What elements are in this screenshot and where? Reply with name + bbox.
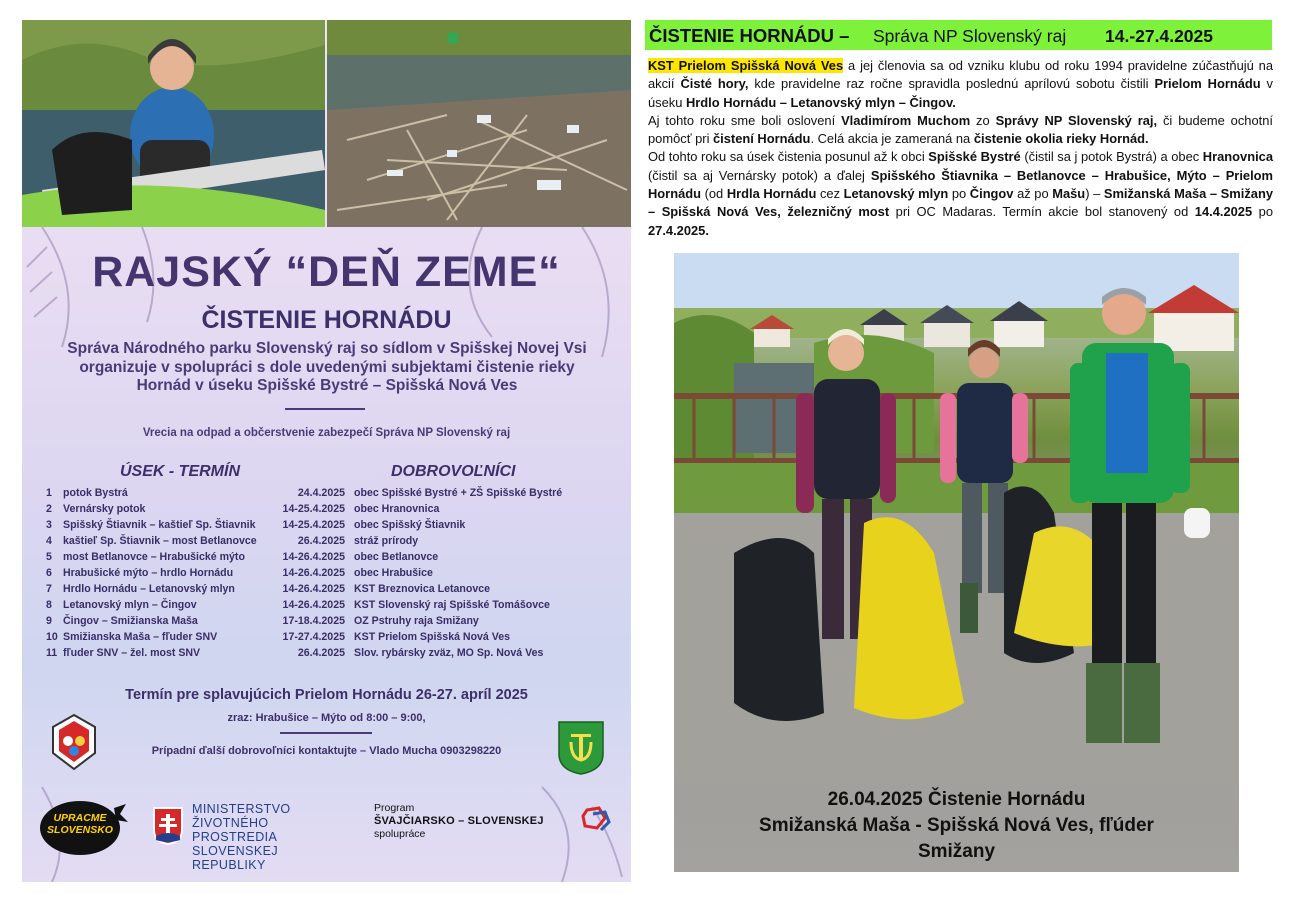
row-date: 26.4.2025 <box>297 535 345 547</box>
supply-note: Vrecia na odpad a občerstvenie zabezpečí Správa NP Slovenský raj <box>142 427 511 439</box>
text: kde pravidelne raz ročne spravidla poslednú aprílovú sobotu čistili <box>748 76 1155 92</box>
row-date: 14-26.4.2025 <box>282 583 345 595</box>
article-title-dates: 14.-27.4.2025 <box>1105 26 1214 46</box>
debris-illustration <box>327 20 631 227</box>
row-volunteers: Slov. rybársky zväz, MO Sp. Nová Ves <box>354 647 544 659</box>
bold-text: Spišského Štiavnika – Betlanovce – Hrabušice, Mýto – Prielom Hornádu <box>648 167 1273 202</box>
poster-description-line: Správa Národného parku Slovenský raj so sídlom v Spišskej Novej Vsi <box>67 340 587 357</box>
row-number: 6 <box>46 567 52 579</box>
row-volunteers: obec Betlanovce <box>354 551 439 563</box>
row-number: 1 <box>46 487 52 499</box>
article-paragraph <box>648 148 1273 239</box>
bold-text: Hranovnica <box>1202 149 1274 165</box>
article-paragraph <box>648 112 1273 149</box>
row-date: 14-25.4.2025 <box>282 503 345 515</box>
row-volunteers: obec Spišské Bystré + ZŠ Spišské Bystré <box>354 487 563 499</box>
row-section: most Betlanovce – Hrabušické mýto <box>63 551 245 563</box>
schedule-table <box>42 487 602 663</box>
schedule-row <box>42 519 602 535</box>
article-title-org: Správa NP Slovenský raj <box>873 26 1067 46</box>
slovenski-raj-badge-icon <box>51 713 97 771</box>
bold-text: Čisté hory, <box>680 76 749 92</box>
bold-text: Smižanská Maša – Smižany – Spišská Nová Ves, železničný most <box>648 186 1273 220</box>
row-number: 11 <box>46 647 58 659</box>
row-number: 4 <box>46 535 52 547</box>
row-date: 14-26.4.2025 <box>282 599 345 611</box>
text: ) – <box>1085 186 1104 202</box>
row-section: Hrdlo Hornádu – Letanovský mlyn <box>63 583 235 595</box>
divider <box>285 408 365 410</box>
row-date: 24.4.2025 <box>297 487 345 499</box>
schedule-row <box>42 503 602 519</box>
program-sub: spolupráce <box>374 828 426 840</box>
bold-text: Mašu <box>1052 186 1086 202</box>
row-volunteers: OZ Pstruhy raja Smižany <box>354 615 479 627</box>
text: (od <box>701 186 727 202</box>
divider <box>280 732 372 734</box>
row-number: 9 <box>46 615 52 627</box>
bold-text: Prielom Hornádu <box>1154 76 1261 92</box>
bold-text: čistenie okolia rieky Hornád. <box>973 131 1149 147</box>
row-date: 17-18.4.2025 <box>282 615 345 627</box>
ministry-logo-text <box>192 802 352 872</box>
poster-description <box>52 340 602 396</box>
row-volunteers: stráž prírody <box>354 535 419 547</box>
column-header-section: ÚSEK - TERMÍN <box>120 463 240 480</box>
photo-caption <box>674 787 1239 865</box>
kayaker-illustration <box>22 20 325 227</box>
text: cez <box>816 186 844 202</box>
poster-title: RAJSKÝ “DEŇ ZEME“ <box>92 248 561 296</box>
schedule-row <box>42 567 602 583</box>
kayaker-photo <box>22 20 325 227</box>
row-section: Smižianska Maša – fľuder SNV <box>63 631 218 643</box>
bold-text: Spišské Bystré <box>928 149 1021 165</box>
poster-subtitle: ČISTENIE HORNÁDU <box>201 306 452 334</box>
text: po <box>948 186 970 202</box>
row-volunteers: obec Spišský Štiavnik <box>354 519 466 531</box>
text: či budeme ochotní pomôcť pri <box>648 112 1273 147</box>
row-volunteers: obec Hranovnica <box>354 503 440 515</box>
program-label: Program <box>374 802 415 814</box>
row-section: Letanovský mlyn – Čingov <box>63 599 197 611</box>
schedule-row <box>42 647 602 663</box>
row-volunteers: obec Hrabušice <box>354 567 433 579</box>
article-title-main: ČISTENIE HORNÁDU – <box>649 25 850 46</box>
bold-text: Správy NP Slovenský raj, <box>995 112 1158 128</box>
ministry-line3: SLOVENSKEJ REPUBLIKY <box>192 844 278 872</box>
article-paragraph <box>648 57 1273 112</box>
row-number: 8 <box>46 599 52 611</box>
row-date: 14-25.4.2025 <box>282 519 345 531</box>
schedule-row <box>42 583 602 599</box>
row-number: 10 <box>46 631 58 643</box>
text: . Celá akcia je zameraná na <box>810 131 974 147</box>
upracme-logo-text <box>40 812 120 836</box>
bold-text: Hrdla Hornádu <box>726 186 817 202</box>
upracme-line1: UPRACME <box>53 812 107 824</box>
program-knot-icon <box>579 804 611 834</box>
row-volunteers: KST Slovenský raj Spišské Tomášovce <box>354 599 550 611</box>
text: a jej členovia sa od vzniku klubu od roku 1994 pravidelne zúčastňujú na akcií <box>648 58 1274 92</box>
row-date: 26.4.2025 <box>297 647 345 659</box>
row-volunteers: KST Breznovica Letanovce <box>354 583 490 595</box>
text: po <box>1252 204 1274 220</box>
ministry-line2: ŽIVOTNÉHO PROSTREDIA <box>192 816 278 844</box>
schedule-row <box>42 631 602 647</box>
text: v úseku <box>648 76 1274 110</box>
text: Aj tohto roku sme boli oslovení <box>648 112 842 128</box>
schedule-row <box>42 487 602 503</box>
bold-text: 14.4.2025 <box>1194 204 1253 220</box>
upracme-line2: SLOVENSKO <box>47 824 113 836</box>
river-debris-photo <box>327 20 631 227</box>
text: zo <box>970 112 996 128</box>
row-number: 7 <box>46 583 52 595</box>
volunteers-photo <box>674 253 1239 872</box>
upracme-slovensko-logo <box>40 800 128 856</box>
row-date: 14-26.4.2025 <box>282 551 345 563</box>
row-date: 14-26.4.2025 <box>282 567 345 579</box>
row-section: Čingov – Smižianska Maša <box>63 615 198 627</box>
swiss-program-logo <box>374 802 614 842</box>
row-section: Hrabušické mýto – hrdlo Hornádu <box>63 567 234 579</box>
club-name-highlight: KST Prielom Spišská Nová Ves <box>648 58 844 73</box>
bold-text: Vladimírom Muchom <box>841 112 971 128</box>
bold-text: Letanovský mlyn <box>843 186 949 202</box>
event-poster <box>22 20 631 882</box>
poster-description-line: Hornád v úseku Spišské Bystré – Spišská Nová Ves <box>136 377 518 394</box>
bold-text: Hrdlo Hornádu – Letanovský mlyn – Čingov. <box>685 94 956 110</box>
text: pri OC Madaras. Termín akcie bol stanovený od <box>889 204 1195 220</box>
schedule-row <box>42 551 602 567</box>
municipal-crest-icon <box>557 720 605 776</box>
row-date: 17-27.4.2025 <box>282 631 345 643</box>
row-section: fľuder SNV – žel. most SNV <box>63 647 201 659</box>
schedule-row <box>42 599 602 615</box>
text: (čistil sa j potok Bystrá) a obec <box>1020 149 1203 165</box>
row-section: kaštieľ Sp. Štiavnik – most Betlanovce <box>63 535 257 547</box>
poster-description-line: organizuje v spolupráci s dole uvedenými subjektami čistenie rieky <box>79 358 575 376</box>
bold-text: Čingov <box>969 186 1014 202</box>
article-title-bar <box>645 20 1272 50</box>
program-name: ŠVAJČIARSKO – SLOVENSKEJ <box>374 815 544 827</box>
column-header-volunteers: DOBROVOĽNÍCI <box>391 463 516 480</box>
slovak-coat-of-arms-icon <box>152 806 184 846</box>
caption-line: 26.04.2025 Čistenie Hornádu <box>827 789 1086 810</box>
contact-info: Prípadní ďalší dobrovoľníci kontaktujte – Vlado Mucha 0903298220 <box>151 745 502 757</box>
ministry-line1: MINISTERSTVO <box>192 802 291 816</box>
bold-text: 27.4.2025. <box>648 222 709 238</box>
rafting-term: Termín pre splavujúcich Prielom Hornádu 26-27. apríl 2025 <box>125 687 528 703</box>
row-volunteers: KST Prielom Spišská Nová Ves <box>354 631 511 643</box>
row-number: 3 <box>46 519 52 531</box>
row-section: potok Bystrá <box>63 487 128 499</box>
row-section: Vernársky potok <box>63 503 146 515</box>
schedule-row <box>42 615 602 631</box>
meeting-info: zraz: Hrabušice – Mýto od 8:00 – 9:00, <box>227 712 426 724</box>
caption-line: Smižanská Maša - Spišská Nová Ves, fľúder <box>759 815 1154 836</box>
text: Od tohto roku sa úsek čistenia posunul až k obci <box>648 149 929 165</box>
schedule-row <box>42 535 602 551</box>
article-body <box>648 57 1273 240</box>
text: (čistil sa aj Vernársky potok) a ďalej <box>648 167 871 183</box>
bold-text: čistení Hornádu <box>713 131 811 147</box>
ministry-logo <box>152 802 352 872</box>
caption-line: Smižany <box>917 841 996 862</box>
text: až po <box>1013 186 1053 202</box>
row-number: 2 <box>46 503 52 515</box>
row-section: Spišský Štiavnik – kaštieľ Sp. Štiavnik <box>63 519 256 531</box>
volunteers-illustration <box>674 253 1239 783</box>
row-number: 5 <box>46 551 52 563</box>
